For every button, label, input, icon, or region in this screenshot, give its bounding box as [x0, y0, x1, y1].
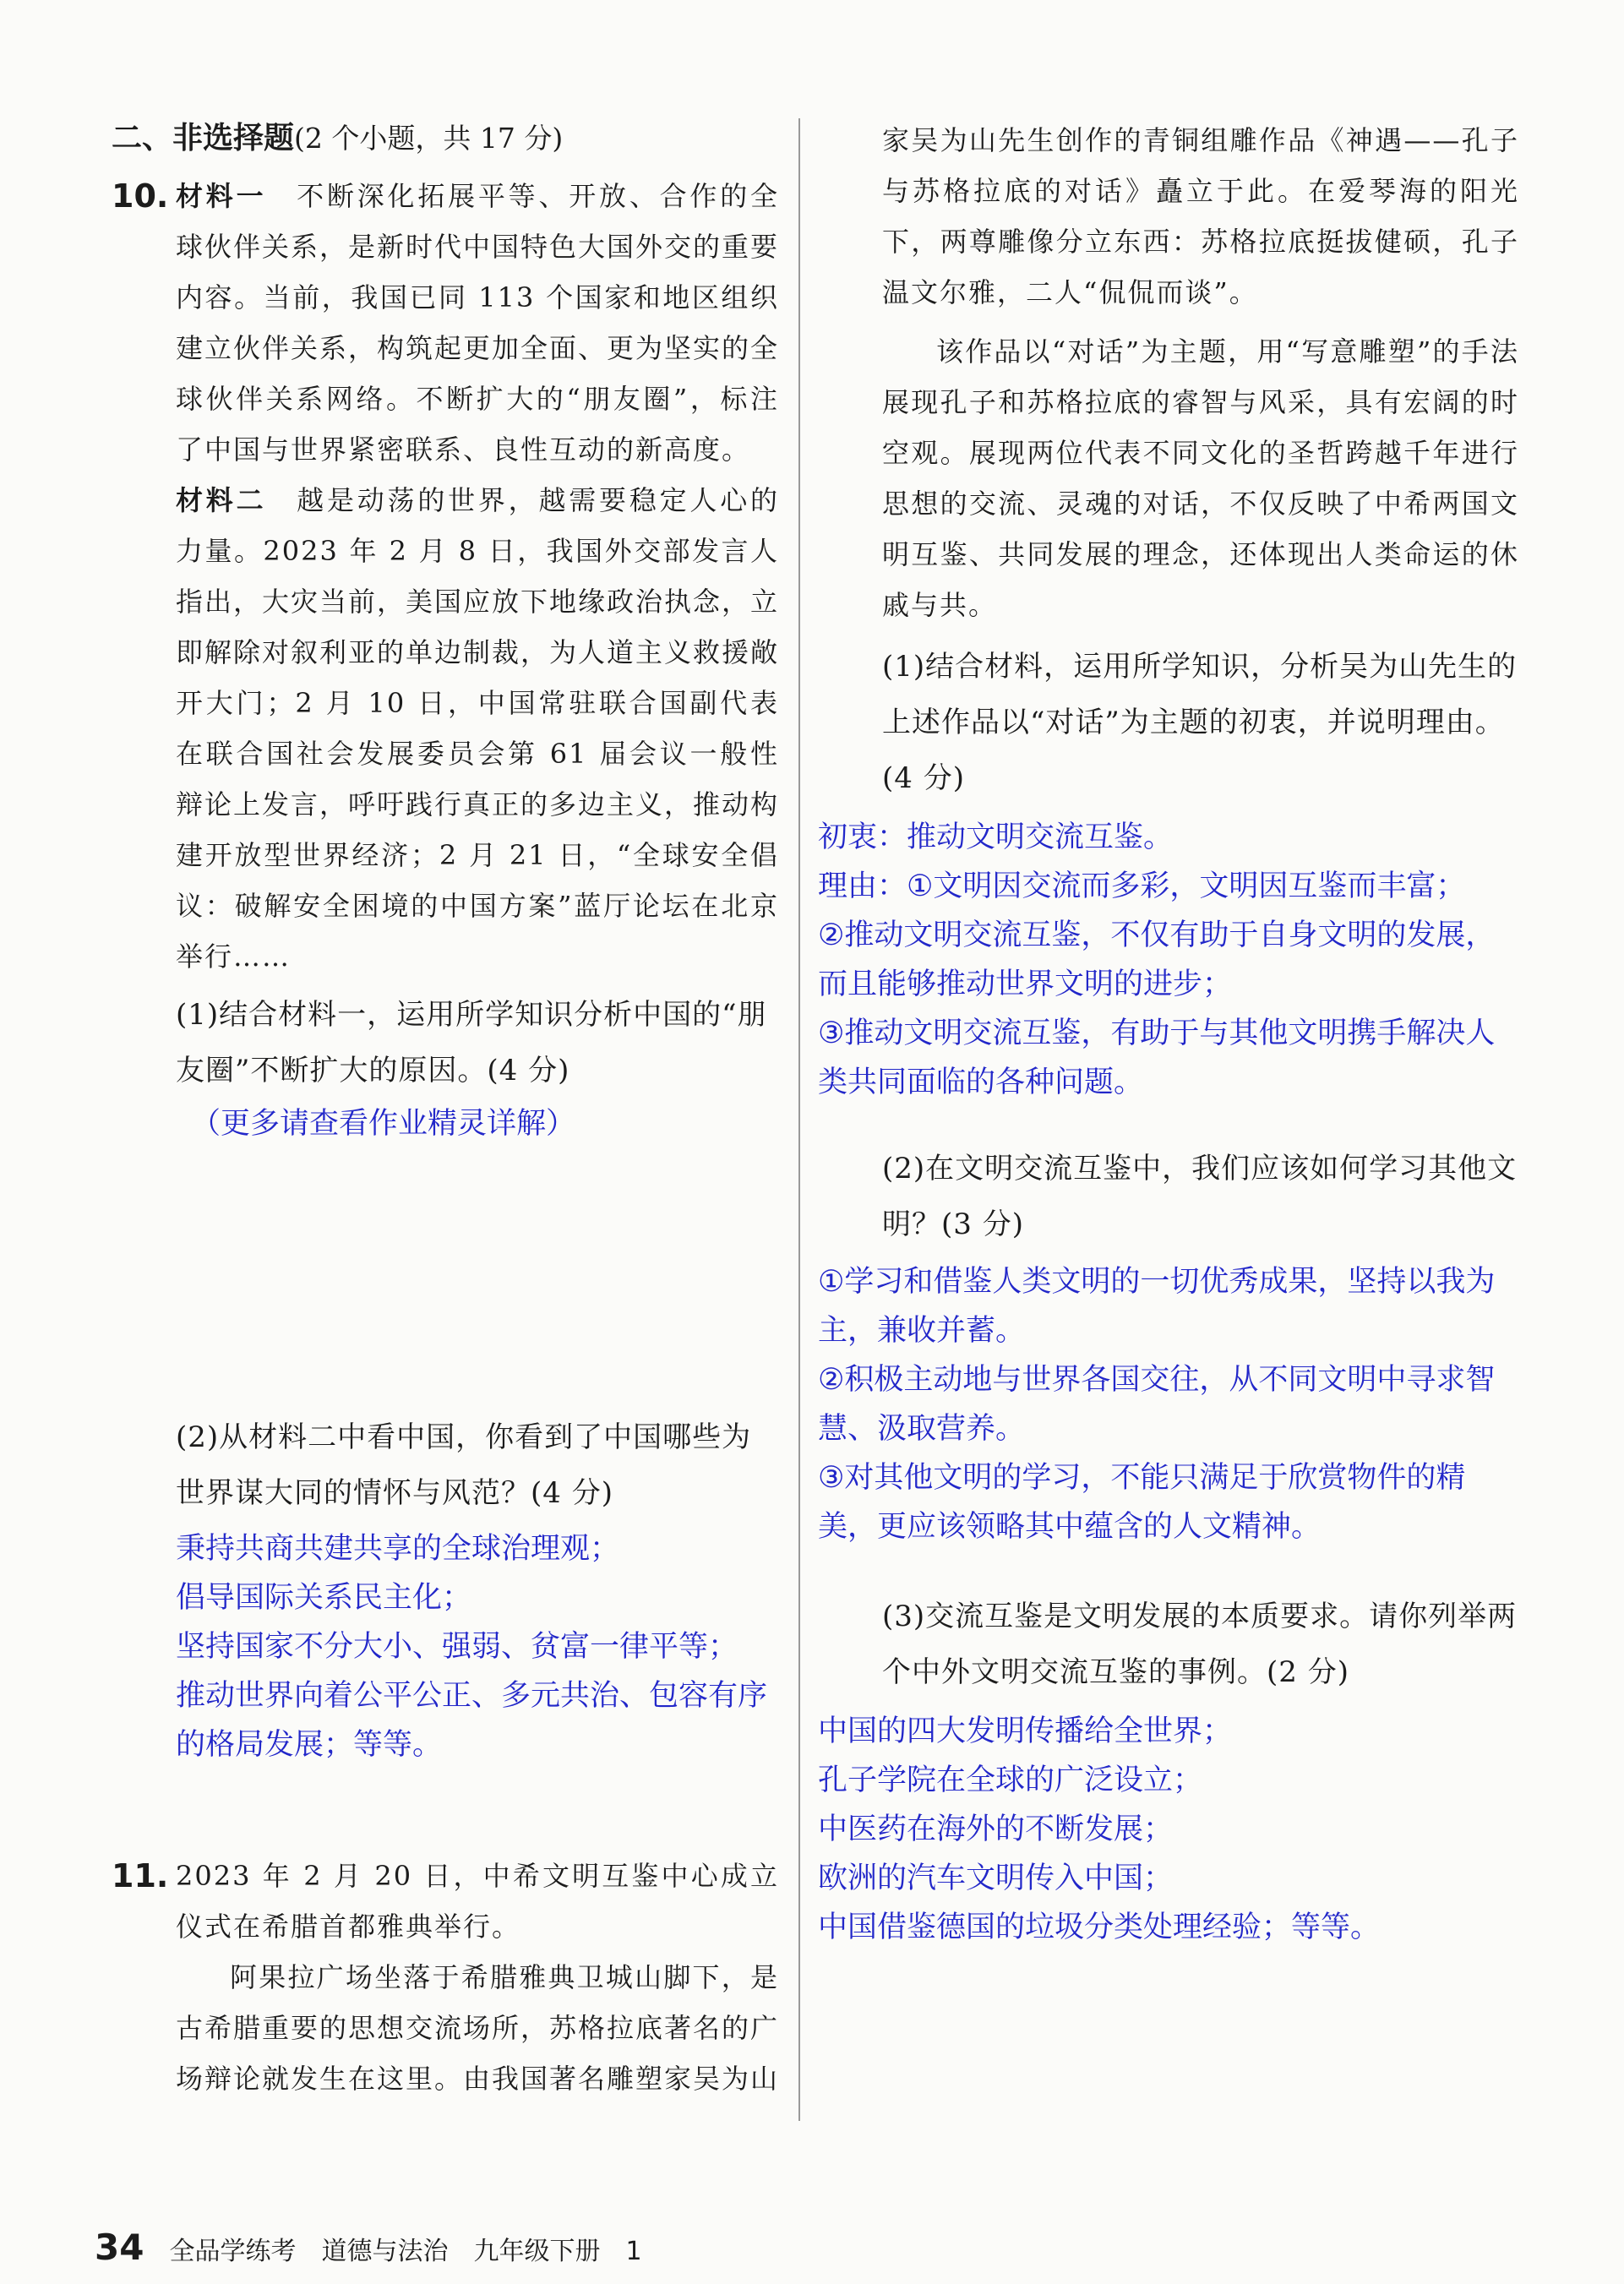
answer-line: 秉持共商共建共享的全球治理观；: [176, 1532, 620, 1566]
answer-line: 孔子学院在全球的广泛设立；: [818, 1763, 1203, 1797]
q11-paragraph-3: 该作品以“对话”为主题，用“写意雕塑”的手法展现孔子和苏格拉底的睿智与风采，具有宏阔的时空观。展现两位代表不同文化的圣哲跨越千年进行思想的交流、灵魂的对话，不仅反映了中希两国文明互鉴、共同发展的理念，还体现出人类命运的休戚与共。: [882, 335, 1519, 621]
answer-line: 坚持国家不分大小、强弱、贫富一律平等；: [176, 1630, 738, 1664]
question-number: 11.: [112, 1857, 169, 1894]
question-11: [112, 1851, 779, 2106]
answer-line: ②推动文明交流互鉴，不仅有助于自身文明的发展，而且能够推动世界文明的进步；: [818, 919, 1496, 1001]
material-1-label: 材料一: [176, 180, 267, 212]
q11-sub-2-answer: [818, 1257, 1519, 1551]
q10-sub-2-answer: [176, 1524, 779, 1769]
column-divider: [798, 118, 800, 2121]
answer-line: ①学习和借鉴人类文明的一切优秀成果，坚持以我为主，兼收并蓄。: [818, 1265, 1496, 1348]
answer-line: ②积极主动地与世界各国交往，从不同文明中寻求智慧、汲取营养。: [818, 1363, 1496, 1446]
material-2-label: 材料二: [176, 484, 267, 516]
grade-name: 九年级下册: [473, 2237, 601, 2266]
q11-sub-1: (1)结合材料，运用所学知识，分析吴为山先生的上述作品以“对话”为主题的初衷，并说明理由。(4 分): [882, 650, 1518, 795]
page-number: 34: [95, 2227, 144, 2268]
subject-name: 道德与法治: [321, 2237, 449, 2266]
material-1-text: 不断深化拓展平等、开放、合作的全球伙伴关系，是新时代中国特色大国外交的重要内容。当前，我国已同 113 个国家和地区组织建立伙伴关系，构筑起更加全面、更为坚实的全球伙伴关系网络。不断扩大的“朋友圈”，标注了中国与世界紧密联系、良性互动的新高度。: [176, 180, 780, 466]
answer-line: 理由：①文明因交流而多彩，文明因互鉴而丰富；: [818, 869, 1466, 903]
question-10: [112, 171, 779, 1769]
answer-line: 中医药在海外的不断发展；: [818, 1812, 1174, 1846]
answer-line: 欧洲的汽车文明传入中国；: [818, 1862, 1174, 1895]
answer-line: 中国借鉴德国的垃圾分类处理经验；等等。: [818, 1911, 1381, 1944]
footer-index: 1: [625, 2237, 642, 2266]
section-title: 二、非选择题: [112, 121, 295, 155]
q11-paragraph-1: 2023 年 2 月 20 日，中希文明互鉴中心成立仪式在希腊首都雅典举行。: [176, 1860, 779, 1943]
answer-line: 中国的四大发明传播给全世界；: [818, 1714, 1233, 1748]
q10-sub-1-hint[interactable]: （更多请查看作业精灵详解）: [191, 1107, 576, 1141]
material-2-text: 越是动荡的世界，越需要稳定人心的力量。2023 年 2 月 8 日，我国外交部发言人指出，大灾当前，美国应放下地缘政治执念，立即解除对叙利亚的单边制裁，为人道主义救援敞开大门；2 月 10 日，中国常驻联合国副代表在联合国社会发展委员会第 61 届会议一般性辩论上发言，呼吁践行真正的多边主义，推动构建开放型世界经济；2 月 21 日，“全球安全倡议：破解安全困境的中国方案”蓝厅论坛在北京举行……: [176, 484, 780, 973]
book-title: 全品学练考: [169, 2237, 297, 2266]
q11-sub-2-block: [818, 1141, 1519, 1252]
q11-paragraph-2-continued: 家吴为山先生创作的青铜组雕作品《神遇——孔子与苏格拉底的对话》矗立于此。在爱琴海的阳光下，两尊雕像分立东西：苏格拉底挺拔健硕，孔子温文尔雅，二人“侃侃而谈”。: [882, 124, 1519, 308]
answer-line: ③推动文明交流互鉴，有助于与其他文明携手解决人类共同面临的各种问题。: [818, 1017, 1496, 1099]
right-column: [818, 115, 1519, 1952]
material-1: [176, 171, 779, 475]
answer-line: 倡导国际关系民主化；: [176, 1581, 472, 1615]
q11-sub-3: (3)交流互鉴是文明发展的本质要求。请你列举两个中外文明交流互鉴的事例。(2 分): [882, 1600, 1518, 1689]
q10-sub-1: (1)结合材料一，运用所学知识分析中国的“朋友圈”不断扩大的原因。(4 分): [176, 998, 767, 1087]
answer-line: 初衷：推动文明交流互鉴。: [818, 820, 1174, 854]
q11-paragraph-2: 阿果拉广场坐落于希腊雅典卫城山脚下，是古希腊重要的思想交流场所，苏格拉底著名的广场辩论就发生在这里。由我国著名雕塑家吴为山: [176, 1961, 779, 2095]
q10-sub-2: (2)从材料二中看中国，你看到了中国哪些为世界谋大同的情怀与风范？(4 分): [176, 1420, 752, 1510]
material-2: [176, 475, 779, 982]
q11-continued: [818, 115, 1519, 806]
q11-sub-1-answer: [818, 813, 1519, 1107]
section-note: (2 个小题，共 17 分): [294, 122, 564, 155]
answer-line: ③对其他文明的学习，不能只满足于欣赏物件的精美，更应该领略其中蕴含的人文精神。: [818, 1461, 1466, 1544]
answer-line: 推动世界向着公平公正、多元共治、包容有序的格局发展；等等。: [176, 1679, 768, 1762]
question-number: 10.: [112, 177, 169, 215]
q11-sub-3-block: [818, 1589, 1519, 1700]
left-column: [112, 115, 779, 2106]
section-heading: [112, 115, 779, 162]
q11-sub-3-answer: [818, 1707, 1519, 1952]
page-footer: [95, 2227, 642, 2268]
q11-sub-2: (2)在文明交流互鉴中，我们应该如何学习其他文明？(3 分): [882, 1152, 1518, 1241]
